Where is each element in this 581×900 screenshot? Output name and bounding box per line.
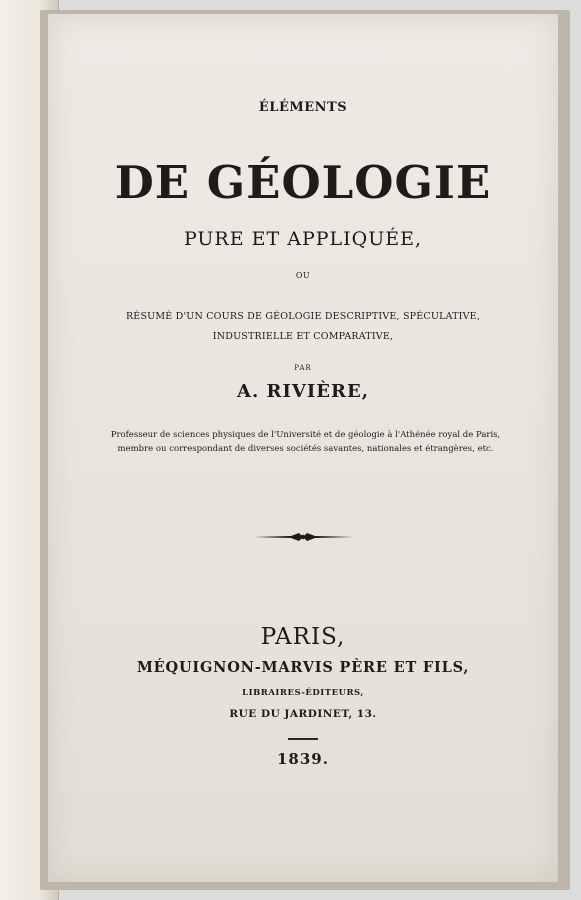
divider-dash bbox=[288, 738, 318, 740]
author-name: A. RIVIÈRE, bbox=[237, 381, 369, 402]
title-page bbox=[48, 14, 558, 882]
par-label: PAR bbox=[294, 364, 312, 372]
resume-line-2: INDUSTRIELLE ET COMPARATIVE, bbox=[212, 331, 394, 342]
city: PARIS, bbox=[260, 624, 346, 650]
author-description: Professeur de sciences physiques de l'Université et de géologie à l'Athénée royal de Paris, membre ou correspondant de diverses sociétés savantes, nationales et étrangères, etc. bbox=[110, 430, 501, 454]
title-main: DE GÉOLOGIE bbox=[114, 156, 492, 209]
publisher-role: LIBRAIRES-ÉDITEURS, bbox=[242, 688, 364, 698]
title-subtitle: PURE ET APPLIQUÉE, bbox=[183, 228, 423, 250]
ornament-divider-icon bbox=[253, 530, 353, 544]
title-elements: ÉLÉMENTS bbox=[258, 100, 348, 115]
year: 1839. bbox=[277, 750, 329, 768]
resume-line-1: RÉSUMÉ D'UN COURS DE GÉOLOGIE DESCRIPTIVE, SPÉCULATIVE, bbox=[125, 311, 481, 322]
publisher: MÉQUIGNON-MARVIS PÈRE ET FILS, bbox=[136, 659, 470, 676]
title-ou: OU bbox=[295, 271, 311, 280]
address: RUE DU JARDINET, 13. bbox=[229, 708, 377, 720]
